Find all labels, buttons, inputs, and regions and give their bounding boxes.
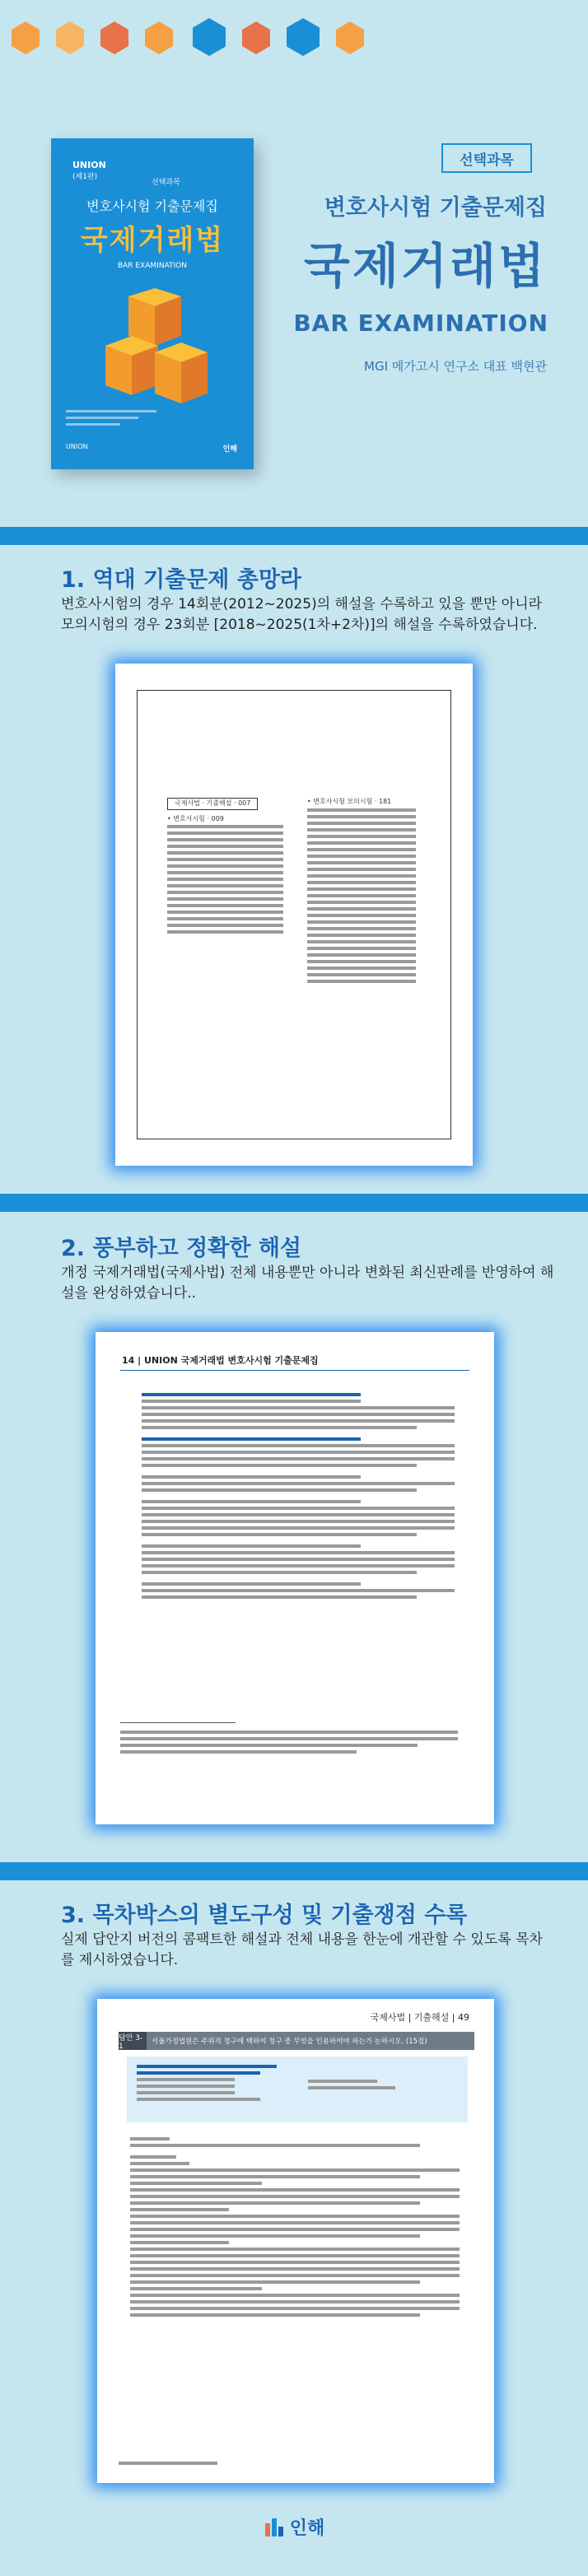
series-edition: (제1판) [72, 173, 98, 181]
cover-subtitle: 변호사시험 기출문제집 [86, 198, 218, 214]
toc-right-head: • 변호사시험 모의시험 · 181 [307, 798, 392, 805]
hexagon-icon [193, 18, 226, 56]
footer-logo-text: 인해 [289, 2518, 325, 2539]
toc-left-head: 국제사법 · 기출해설 · 007 [167, 798, 258, 810]
toc-box [127, 2057, 468, 2122]
hexagon-icon [145, 21, 173, 54]
section-1 [0, 545, 588, 1194]
series-label [72, 160, 106, 183]
hero-subtitle: 변호사시험 기출문제집 [324, 195, 547, 221]
publisher-logo: 인해 [222, 445, 237, 454]
cube-illustration-icon [97, 288, 212, 412]
toc-left-column [167, 798, 299, 937]
page-frame [137, 690, 451, 1139]
header-rule [120, 1370, 469, 1371]
divider-band [0, 527, 588, 545]
section-3 [0, 1880, 588, 2576]
sample-page-toc [115, 664, 473, 1166]
toc-right-column [307, 798, 431, 986]
section-3-desc: 실제 답안지 버전의 콤팩트한 해설과 전체 내용을 한눈에 개관할 수 있도록 목차를 제시하였습니다. [61, 1931, 543, 1968]
explanation-body [142, 1393, 455, 1602]
question-box [119, 2032, 474, 2050]
answer-body [130, 2137, 460, 2320]
toc-entries [167, 825, 299, 934]
hexagon-icon [100, 21, 128, 54]
question-title: 서울가정법원은 주위적 청구에 택하여 청구 중 무엇을 인용하여야 하는가 논하시오. (15점) [152, 2038, 427, 2046]
section-2-title: 2. 풍부하고 정확한 해설 [61, 1236, 301, 1261]
hexagon-icon [12, 21, 40, 54]
section-3-title: 3. 목차박스의 별도구성 및 기출쟁점 수록 [61, 1903, 468, 1928]
footnotes [120, 1731, 458, 1757]
footnote-rule [120, 1722, 236, 1723]
hexagon-icon [242, 21, 270, 54]
hero-english-title: BAR EXAMINATION [293, 310, 548, 337]
publisher-mark: UNION [66, 443, 88, 450]
hexagon-icon [336, 21, 364, 54]
toc-left-sub: • 변호사시험 · 009 [167, 814, 224, 822]
series-name: UNION [72, 160, 106, 170]
footer-logo [0, 2514, 588, 2540]
toc-box-right [308, 2080, 407, 2093]
decorative-hexagons [12, 18, 364, 56]
page-header: 14 | UNION 국제거래법 변호사시험 기출문제집 [122, 1355, 319, 1366]
hero-section [0, 0, 588, 527]
section-2 [0, 1212, 588, 1862]
cover-english: BAR EXAMINATION [117, 262, 188, 270]
footnote [119, 2462, 217, 2468]
divider-band [0, 1862, 588, 1880]
section-1-title: 1. 역대 기출문제 총망라 [61, 567, 301, 593]
hero-title: 국제거래법 [303, 238, 547, 294]
publisher-logo-icon [264, 2517, 285, 2538]
hexagon-icon [56, 21, 84, 54]
page-header: 국제사법 | 기출해설 | 49 [370, 2012, 469, 2023]
cover-title: 국제거래법 [80, 224, 225, 257]
cover-badge: 선택과목 [152, 179, 180, 187]
book-cover [51, 138, 254, 469]
hero-author: MGI 메가고시 연구소 대표 백현관 [364, 359, 547, 374]
subject-tag: 선택과목 [441, 143, 532, 173]
cover-info-lines [66, 410, 156, 430]
sample-page-explanation [96, 1332, 494, 1824]
toc-box-left [137, 2065, 277, 2104]
section-2-desc: 개정 국제거래법(국제사법) 전체 내용뿐만 아니라 변화된 최신판례를 반영하여 해설을 완성하였습니다.. [61, 1265, 554, 1302]
section-1-desc: 변호사시험의 경우 14회분(2012~2025)의 해설을 수록하고 있을 뿐만 아니라 모의시험의 경우 23회분 [2018~2025(1차+2차)]의 해설을 수록하였습니다. [61, 596, 543, 633]
hexagon-icon [287, 18, 320, 56]
sample-page-toc-box [97, 1999, 494, 2483]
toc-entries [307, 808, 431, 983]
divider-band [0, 1194, 588, 1212]
question-label: 답안 3-1 [119, 2032, 147, 2050]
